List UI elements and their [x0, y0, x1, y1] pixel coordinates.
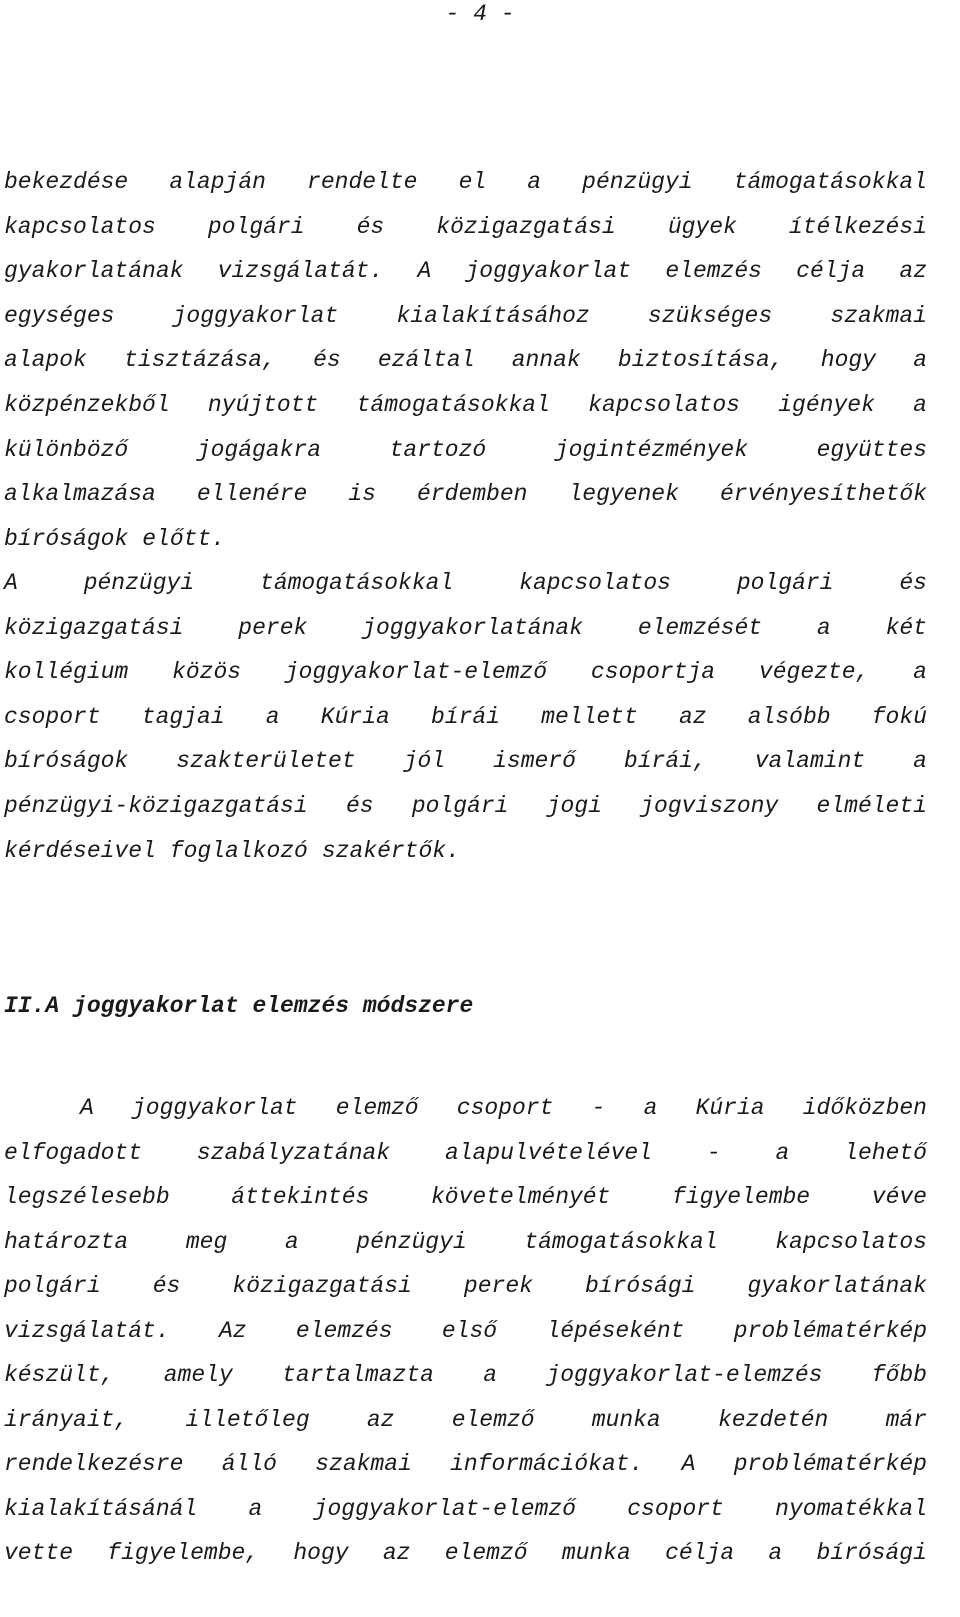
text-line: alapok tisztázása, és ezáltal annak biztosítása, hogy a: [4, 347, 927, 374]
text-line: határozta meg a pénzügyi támogatásokkal kapcsolatos: [4, 1228, 927, 1255]
paragraph-intro: [4, 160, 927, 561]
text-line: A joggyakorlat elemző csoport - a Kúria időközben: [80, 1095, 927, 1121]
text-line: készült, amely tartalmazta a joggyakorlat-elemzés főbb: [4, 1362, 927, 1388]
page-number: - 4 -: [445, 1, 515, 27]
text-line: pénzügyi-közigazgatási és polgári jogi jogviszony elméleti: [4, 792, 927, 819]
paragraph-group: [4, 561, 927, 873]
text-line: gyakorlatának vizsgálatát. A joggyakorlat elemzés célja az: [4, 258, 927, 285]
text-line: egységes joggyakorlat kialakításához szükséges szakmai: [4, 302, 927, 329]
paragraph-method: [4, 1086, 927, 1576]
text-line: különböző jogágakra tartozó jogintézmények együttes: [4, 436, 927, 463]
text-line: polgári és közigazgatási perek bírósági gyakorlatának: [4, 1273, 927, 1299]
text-line: kérdéseivel foglalkozó szakértők.: [4, 837, 460, 864]
text-line: elfogadott szabályzatának alapulvételével - a lehető: [4, 1139, 927, 1166]
text-line: közpénzekből nyújtott támogatásokkal kapcsolatos igények a: [4, 391, 927, 418]
text-line: bíróságok előtt.: [4, 525, 226, 552]
text-line: bekezdése alapján rendelte el a pénzügyi támogatásokkal: [4, 169, 927, 195]
text-line: irányait, illetőleg az elemző munka kezdetén már: [4, 1406, 927, 1433]
text-line: vizsgálatát. Az elemzés első lépéseként problématérkép: [4, 1317, 927, 1344]
text-line: bíróságok szakterületet jól ismerő bírái, valamint a: [4, 748, 927, 775]
text-line: kapcsolatos polgári és közigazgatási ügyek ítélkezési: [4, 213, 927, 240]
text-line: kialakításánál a joggyakorlat-elemző csoport nyomatékkal: [4, 1495, 927, 1522]
text-line: csoport tagjai a Kúria bírái mellett az alsóbb fokú: [4, 703, 927, 730]
text-line: rendelkezésre álló szakmai információkat. A problématérkép: [4, 1451, 927, 1477]
text-line: legszélesebb áttekintés követelményét figyelembe véve: [4, 1184, 927, 1210]
text-line: vette figyelembe, hogy az elemző munka célja a bírósági: [4, 1540, 927, 1566]
text-line: alkalmazása ellenére is érdemben legyenek érvényesíthetők: [4, 481, 927, 508]
text-line: kollégium közös joggyakorlat-elemző csoportja végezte, a: [4, 659, 927, 686]
text-line: A pénzügyi támogatásokkal kapcsolatos polgári és: [4, 570, 927, 596]
text-line: közigazgatási perek joggyakorlatának elemzését a két: [4, 614, 927, 641]
section-heading: II.A joggyakorlat elemzés módszere: [4, 993, 474, 1019]
